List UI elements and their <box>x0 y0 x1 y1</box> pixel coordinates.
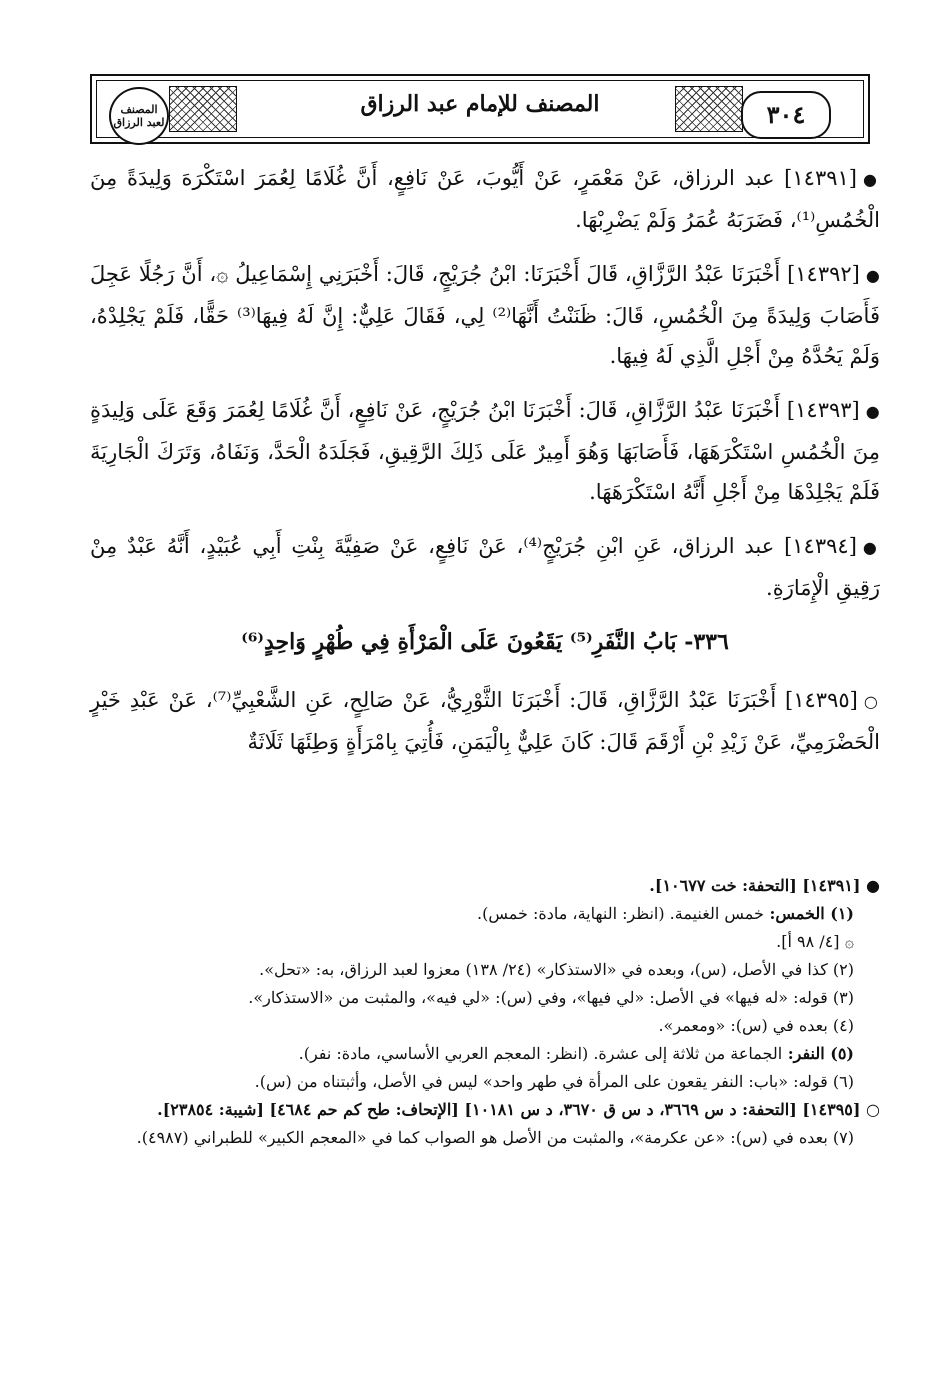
footnote-term: (١) الخمس: <box>763 904 854 923</box>
chapter-heading: ٣٣٦- بَابُ النَّفَرِ⁽⁵⁾ يَقَعُونَ عَلَى الْمَرْأَةِ فِي طُهْرٍ وَاحِدٍ⁽⁶⁾ <box>241 629 729 655</box>
entry-text: [١٤٣٩٢] أَخْبَرَنَا عَبْدُ الرَّزَّاقِ، قَالَ أَخْبَرَنَا: ابْنُ جُرَيْجٍ، قَالَ: أَخْبَرَنِي إِسْمَاعِيلُ ۞، أَنَّ رَجُلًا عَجِلَ فَأَصَابَ وَلِيدَةً مِنَ الْخُمُسِ، قَالَ: ظَنَنْتُ أَنَّهَا⁽²⁾ لِي، فَقَالَ عَلِيٌّ: إِنَّ لَهُ فِيهَا⁽³⁾ حَقًّا، فَلَمْ يَجْلِدْهُ، وَلَمْ يَحُدَّهُ مِنْ أَجْلِ الَّذِي لَهُ فِيهَا. <box>90 262 880 368</box>
right-ornament <box>675 86 743 132</box>
footnote: (٢) كذا في الأصل، (س)، وبعده في «الاستذكار» (٢٤/ ١٣٨) معزوا لعبد الرزاق، به: «تحل». <box>259 960 854 979</box>
left-ornament <box>169 86 237 132</box>
footnote: (٥) النفر: الجماعة من ثلاثة إلى عشرة. (انظر: المعجم العربي الأساسي، مادة: نفر). <box>298 1044 854 1063</box>
entry-text: [١٤٣٩٤] عبد الرزاق، عَنِ ابْنِ جُرَيْجٍ⁽⁴⁾، عَنْ نَافِعٍ، عَنْ صَفِيَّةَ بِنْتِ أَبِي عُبَيْدٍ، أَنَّهُ عَبْدٌ مِنْ رَقِيقِ الْإِمَارَةِ. <box>90 534 880 600</box>
entry-text: [١٤٣٩٥] أَخْبَرَنَا عَبْدُ الرَّزَّاقِ، قَالَ: أَخْبَرَنَا الثَّوْرِيُّ، عَنْ صَالِحٍ، عَنِ الشَّعْبِيِّ⁽⁷⁾، عَنْ عَبْدِ خَيْرٍ الْحَضْرَمِيِّ، عَنْ زَيْدِ بْنِ أَرْقَمَ قَالَ: كَانَ عَلِيٌّ بِالْيَمَنِ، فَأُتِيَ بِامْرَأَةٍ وَطِئَهَا ثَلَاثَةٌ <box>90 688 880 754</box>
page-number: ٣٠٤ <box>741 91 831 139</box>
entry-marker: ● <box>862 538 880 557</box>
footnote: (٣) قوله: «له فيها» في الأصل: «لي فيها»، وفي (س): «لي فيه»، والمثبت من «الاستذكار». <box>248 988 854 1007</box>
footnote: (٤) بعده في (س): «ومعمر». <box>658 1016 854 1035</box>
footnote: (٦) قوله: «باب: النفر يقعون على المرأة في طهر واحد» ليس في الأصل، وأثبتناه من (س). <box>254 1072 854 1091</box>
hadith-entry <box>90 680 880 762</box>
footnote-term: (٥) النفر: <box>782 1044 854 1063</box>
main-text <box>90 158 880 776</box>
footnotes <box>90 872 880 1152</box>
page-header <box>90 74 870 144</box>
running-title: المصنف للإمام عبد الرزاق <box>360 91 600 117</box>
entry-marker: ● <box>863 170 880 189</box>
footnote: (٧) بعده في (س): «عن عكرمة»، والمثبت من الأصل هو الصواب كما في «المعجم الكبير» للطبراني (٤٩٨٧). <box>136 1128 854 1147</box>
hadith-entry <box>90 158 880 240</box>
logo-line-2: لعبد الرزاق <box>113 116 165 129</box>
header-frame <box>96 80 864 138</box>
book-logo <box>109 87 169 145</box>
entry-marker: ○ <box>863 692 880 711</box>
hadith-entry <box>90 254 880 376</box>
entry-marker: ● <box>865 402 880 421</box>
footnote: ۞ [٤/ ٩٨ أ]. <box>776 932 854 951</box>
entry-text: [١٤٣٩٣] أَخْبَرَنَا عَبْدُ الرَّزَّاقِ، قَالَ: أَخْبَرَنَا ابْنُ جُرَيْجٍ، عَنْ نَافِعٍ، أَنَّ غُلَامًا لِعُمَرَ وَقَعَ عَلَى وَلِيدَةٍ مِنَ الْخُمُسِ اسْتَكْرَهَهَا، فَأَصَابَهَا وَهُوَ أَمِيرٌ عَلَى ذَلِكَ الرَّقِيقِ، فَجَلَدَهُ الْحَدَّ، وَنَفَاهُ، وَتَرَكَ الْجَارِيَةَ فَلَمْ يَجْلِدْهَا مِنْ أَجْلِ أَنَّهُ اسْتَكْرَهَهَا. <box>90 398 880 504</box>
hadith-entry <box>90 526 880 608</box>
footnote: (١) الخمس: خمس الغنيمة. (انظر: النهاية، مادة: خمس). <box>477 904 854 923</box>
footnote: ○ [١٤٣٩٥] [التحفة: د س ٣٦٦٩، د س ق ٣٦٧٠، د س ١٠١٨١] [الإتحاف: طح كم حم ٤٦٨٤] [شيبة: ٢٣٨٥٤]. <box>157 1100 880 1119</box>
hadith-entry <box>90 390 880 512</box>
footnote: ● [١٤٣٩١] [التحفة: خت ١٠٦٧٧]. <box>649 876 880 895</box>
entry-marker: ● <box>865 266 880 285</box>
entry-text: [١٤٣٩١] عبد الرزاق، عَنْ مَعْمَرٍ، عَنْ أَيُّوبَ، عَنْ نَافِعٍ، أَنَّ غُلَامًا لِعُمَرَ اسْتَكْرَهَ وَلِيدَةً مِنَ الْخُمُسِ⁽¹⁾، فَضَرَبَهُ عُمَرُ وَلَمْ يَضْرِبْهَا. <box>90 166 880 232</box>
logo-line-1: المصنف <box>120 103 158 116</box>
